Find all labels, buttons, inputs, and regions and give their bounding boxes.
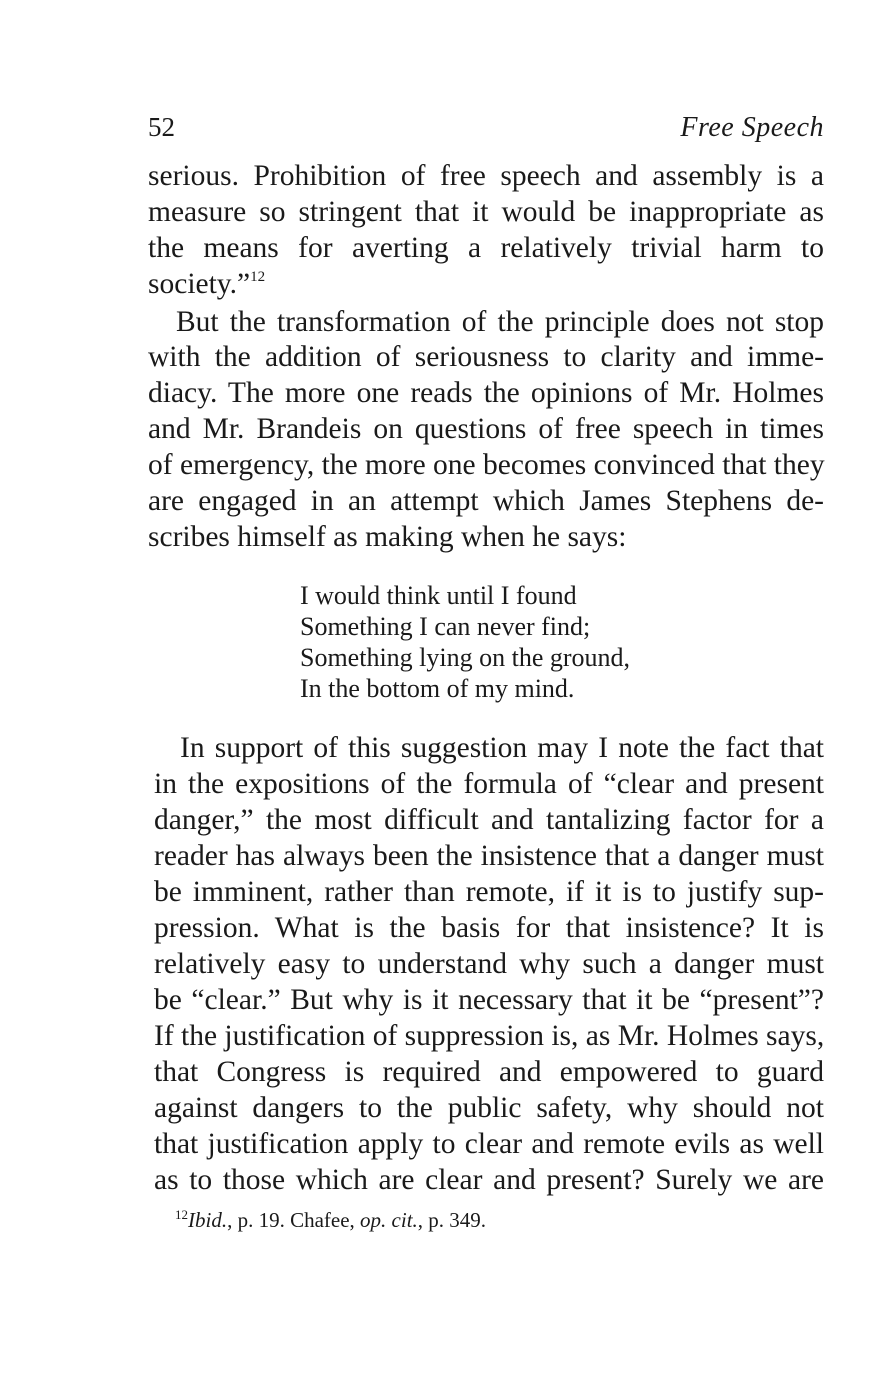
footnote [175,1208,486,1233]
running-head [148,112,824,152]
body-line: be imminent, rather than remote, if it is to justify sup- [154,876,824,908]
body-line: that Congress is required and empowered to guard [154,1056,824,1088]
body-line: reader has always been the insistence that a danger must [154,840,824,872]
body-line: be “clear.” But why is it necessary that it be “present”? [154,984,824,1016]
body-line [148,266,265,302]
footnote-op-cit: op. cit. [360,1208,418,1232]
running-title: Free Speech [680,112,824,143]
page-number: 52 [148,112,175,142]
body-line: danger,” the most difficult and tantalizing factor for a [154,804,824,836]
body-line: against dangers to the public safety, why should not [154,1092,824,1124]
body-line: and Mr. Brandeis on questions of free speech in times [148,413,824,445]
body-line: relatively easy to understand why such a danger must [154,948,824,980]
body-line: of emergency, the more one becomes convinced that they [148,449,825,481]
verse-line: Something lying on the ground, [300,643,631,672]
body-line: that justification apply to clear and remote evils as well [154,1128,824,1160]
footnote-page-ref: , p. 19. Chafee, [227,1208,361,1232]
verse-line: In the bottom of my mind. [300,674,575,703]
body-line: pression. What is the basis for that insistence? It is [154,912,824,944]
body-line: In support of this suggestion may I note the fact that [180,732,824,764]
body-line: serious. Prohibition of free speech and assembly is a [148,160,824,192]
verse-line: Something I can never find; [300,612,591,641]
body-line: as to those which are clear and present? Surely we are [154,1164,824,1196]
body-line: measure so stringent that it would be inappropriate as [148,196,824,228]
body-line: the means for averting a relatively trivial harm to [148,232,824,264]
body-line: diacy. The more one reads the opinions of Mr. Holmes [148,377,824,409]
footnote-ibid: Ibid. [188,1208,228,1232]
body-line: But the transformation of the principle does not stop [176,306,824,338]
body-line: with the addition of seriousness to clarity and imme- [148,341,824,373]
footnote-number: 12 [175,1207,188,1222]
footnote-page-ref-2: , p. 349. [417,1208,487,1232]
body-line: are engaged in an attempt which James Stephens de- [148,485,824,517]
body-line-text: society.” [148,268,251,300]
footnote-reference: 12 [250,269,266,285]
body-line: scribes himself as making when he says: [148,521,627,553]
body-line: in the expositions of the formula of “clear and present [154,768,824,800]
body-line: If the justification of suppression is, as Mr. Holmes says, [154,1020,825,1052]
verse-line: I would think until I found [300,581,577,610]
